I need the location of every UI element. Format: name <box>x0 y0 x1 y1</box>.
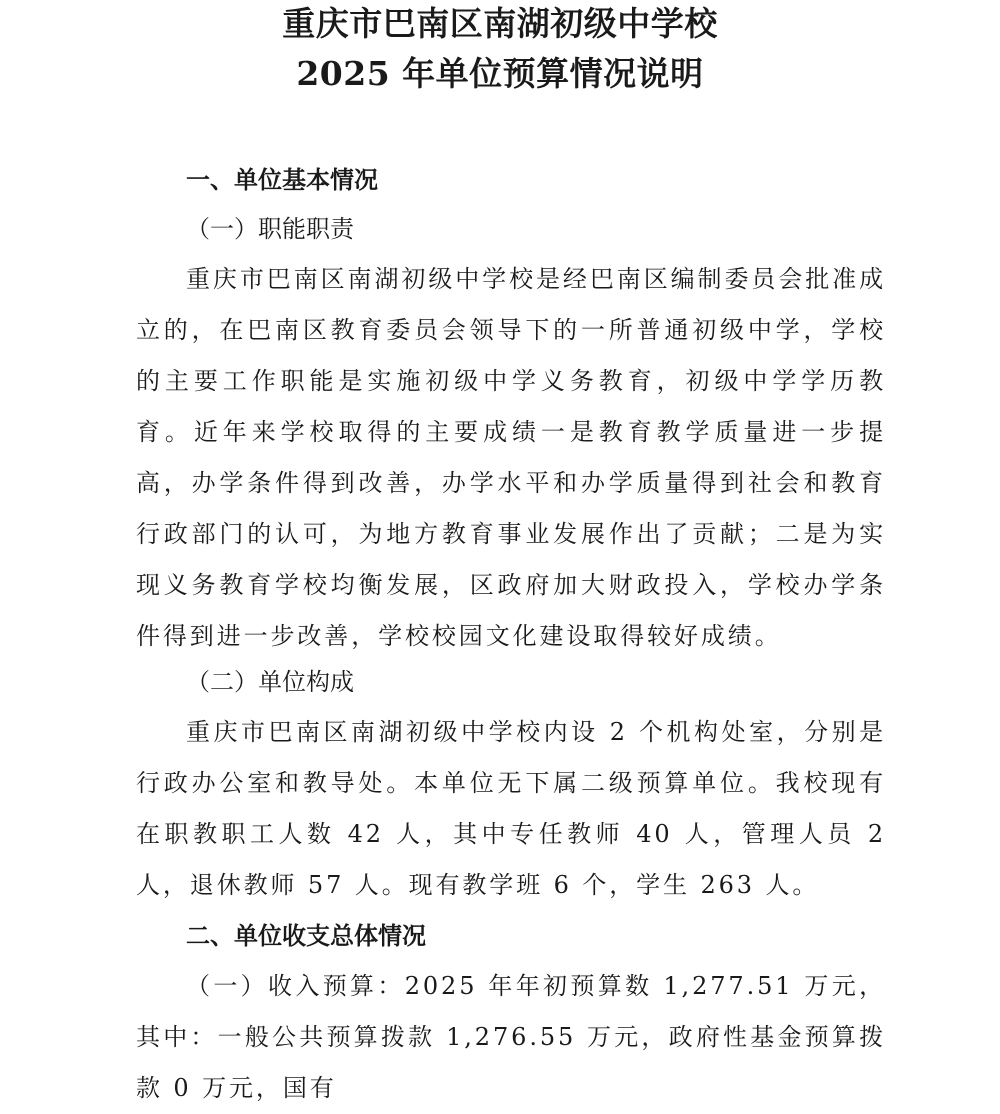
section1-subheading-composition: （二）单位构成 <box>186 668 354 696</box>
section1-paragraph-composition: 重庆市巴南区南湖初级中学校内设 2 个机构处室，分别是行政办公室和教导处。本单位无下属二级预算单位。我校现有在职教职工人数 42 人，其中专任教师 40 人，管理人员 2 人，退休教师 57 人。现有教学班 6 个，学生 263 人。 <box>136 718 886 899</box>
section2-paragraph-income: （一）收入预算：2025 年年初预算数 1,277.51 万元，其中：一般公共预算拨款 1,276.55 万元，政府性基金预算拨款 0 万元，国有 <box>136 972 886 1102</box>
document-title-line1: 重庆市巴南区南湖初级中学校 <box>282 4 718 43</box>
section1-paragraph-duties: 重庆市巴南区南湖初级中学校是经巴南区编制委员会批准成立的，在巴南区教育委员会领导下的一所普通初级中学，学校的主要工作职能是实施初级中学义务教育，初级中学学历教育。近年来学校取得的主要成绩一是教育教学质量进一步提高，办学条件得到改善，办学水平和办学质量得到社会和教育行政部门的认可，为地方教育事业发展作出了贡献；二是为实现义务教育学校均衡发展，区政府加大财政投入，学校办学条件得到进一步改善，学校校园文化建设取得较好成绩。 <box>136 265 886 650</box>
section2-heading: 二、单位收支总体情况 <box>186 921 426 950</box>
document-title-line2: 2025 年单位预算情况说明 <box>296 54 704 93</box>
section1-heading: 一、单位基本情况 <box>186 165 378 194</box>
section1-subheading-duties: （一）职能职责 <box>186 215 354 243</box>
